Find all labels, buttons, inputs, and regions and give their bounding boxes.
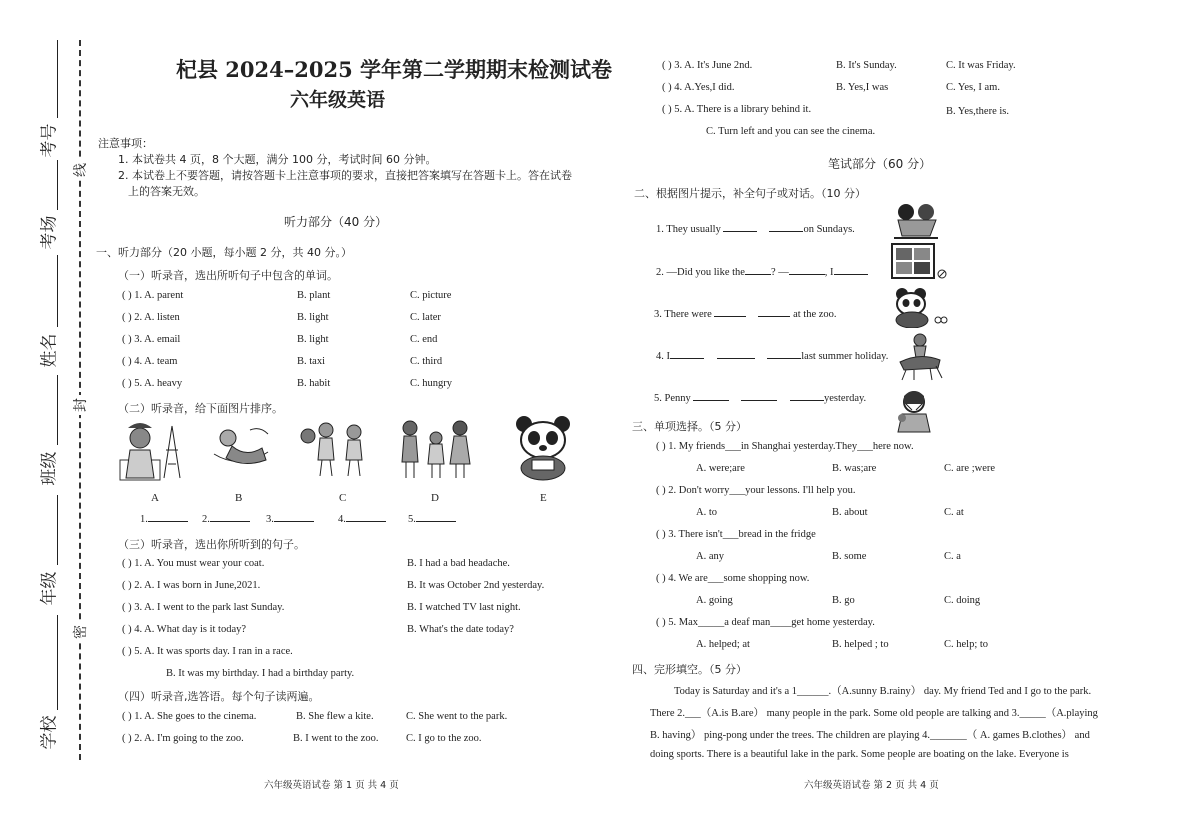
answer-option-a: ( ) 5. A. There is a library behind it. — [662, 104, 812, 115]
fill-sentence-1: 1. They usually on Sundays. — [656, 224, 855, 235]
mc-option-a: A. to — [696, 507, 717, 518]
answer-option-c: C. I go to the zoo. — [406, 733, 482, 744]
picture-letter-c: C — [339, 492, 347, 504]
order-blank-3[interactable]: 3. — [266, 514, 314, 525]
writing-heading: 笔试部分（60 分） — [828, 157, 932, 171]
cloze-line-1: Today is Saturday and it's a 1______.（A.sunny B.rainy） day. My friend Ted and I go to the park. — [674, 686, 1092, 697]
label-school: 学校 — [39, 715, 60, 750]
cloze-line-2: There 2.___（A.is B.are） many people in the park. Some old people are talking and 3._____（A.playing — [650, 708, 1098, 719]
mc-option-c: C. a — [944, 551, 961, 562]
cloze-line-3: B. having） ping-pong under the trees. The children are playing 4._______（ A. games B.clothes） and — [650, 730, 1090, 741]
mc-option-c: C. are ;were — [944, 463, 996, 474]
answer-option-c: C. Yes, I am. — [946, 82, 1000, 93]
label-name: 姓名 — [39, 333, 60, 368]
notice-line-1: 1. 本试卷共 4 页，8 个大题，满分 100 分，考试时间 60 分钟。 — [118, 153, 437, 166]
sentence-option-a: ( ) 2. A. I was born in June,2021. — [122, 580, 261, 591]
notice-line-2b: 上的答案无效。 — [128, 185, 205, 198]
question-option-b: B. plant — [297, 290, 331, 301]
page-footer-right: 六年级英语试卷 第 2 页 共 4 页 — [804, 780, 939, 791]
sentence-option-a: ( ) 4. A. What day is it today? — [122, 624, 247, 635]
picture-letter-e: E — [540, 492, 547, 504]
page-subtitle: 六年级英语 — [290, 89, 386, 111]
question-option-c: C. later — [410, 312, 441, 323]
question-option-a: ( ) 1. A. parent — [122, 290, 184, 301]
exam-room-line — [57, 160, 58, 210]
picture-b-sick-boy-icon — [210, 424, 272, 474]
section-1-title: （一）听录音，选出所听句子中包含的单词。 — [118, 269, 338, 282]
mc-question: ( ) 2. Don't worry___your lessons. I'll help you. — [656, 485, 856, 496]
fill-sentence-5: 5. Penny yesterday. — [654, 393, 867, 404]
sentence-option-b: B. I watched TV last night. — [407, 602, 521, 613]
hint-picture-4-horse-rider-icon — [894, 332, 946, 382]
part-2-title: 二、根据图片提示，补全句子或对话。（10 分） — [634, 187, 866, 200]
answer-option-a: ( ) 2. A. I'm going to the zoo. — [122, 733, 244, 744]
mc-option-c: C. at — [944, 507, 964, 518]
picture-e-panda-icon — [512, 414, 574, 482]
listening-heading: 听力部分（40 分） — [284, 215, 388, 229]
class-line — [57, 375, 58, 445]
binding-margin — [0, 0, 92, 832]
answer-option-b: B. She flew a kite. — [296, 711, 374, 722]
answer-option-b: B. Yes,I was — [836, 82, 889, 93]
name-line — [57, 255, 58, 327]
answer-option-c: C. It was Friday. — [946, 60, 1016, 71]
answer-option-a: ( ) 1. A. She goes to the cinema. — [122, 711, 257, 722]
sentence-option-b: B. It was October 2nd yesterday. — [407, 580, 545, 591]
mc-option-b: B. was;are — [832, 463, 877, 474]
question-option-a: ( ) 5. A. heavy — [122, 378, 183, 389]
seal-char-line: 线 — [70, 160, 90, 180]
question-option-c: C. picture — [410, 290, 452, 301]
seal-char-seal: 封 — [70, 395, 90, 415]
question-option-c: C. end — [410, 334, 438, 345]
mc-option-b: B. go — [832, 595, 855, 606]
question-option-b: B. light — [297, 312, 329, 323]
question-option-b: B. habit — [297, 378, 331, 389]
hint-picture-1-icon — [890, 200, 942, 240]
picture-letter-b: B — [235, 492, 243, 504]
picture-a-tourist-icon — [118, 420, 190, 482]
label-class: 班级 — [39, 451, 60, 486]
mc-option-a: A. any — [696, 551, 724, 562]
notice-line-2: 2. 本试卷上不要答题，请按答题卡上注意事项的要求，直接把答案填写在答题卡上。答在试卷 — [118, 169, 572, 182]
fill-sentence-3: 3. There were at the zoo. — [654, 309, 837, 320]
answer-option-b: B. Yes,there is. — [946, 106, 1010, 117]
mc-question: ( ) 5. Max_____a deaf man____get home yesterday. — [656, 617, 875, 628]
mc-option-a: A. going — [696, 595, 733, 606]
sentence-option-b: B. What's the date today? — [407, 624, 514, 635]
mc-option-b: B. some — [832, 551, 867, 562]
mc-option-a: A. helped; at — [696, 639, 750, 650]
grade-line — [57, 495, 58, 565]
mc-question: ( ) 3. There isn't___bread in the fridge — [656, 529, 816, 540]
answer-option-a: ( ) 3. A. It's June 2nd. — [662, 60, 753, 71]
picture-letter-a: A — [151, 492, 159, 504]
notice-heading: 注意事项： — [98, 137, 153, 150]
page-title: 杞县 2024–2025 学年第二学期期末检测试卷 — [176, 57, 613, 82]
seal-char-secret: 密 — [70, 622, 90, 642]
label-grade: 年级 — [39, 571, 60, 606]
question-option-b: B. taxi — [297, 356, 325, 367]
mc-option-b: B. about — [832, 507, 868, 518]
mc-option-c: C. doing — [944, 595, 981, 606]
question-option-a: ( ) 4. A. team — [122, 356, 178, 367]
part-4-title: 四、完形填空。（5 分） — [632, 663, 747, 676]
order-blank-4[interactable]: 4. — [338, 514, 386, 525]
fill-sentence-4: 4. I last summer holiday. — [656, 351, 889, 362]
answer-option-c: C. Turn left and you can see the cinema. — [706, 126, 876, 137]
question-option-c: C. hungry — [410, 378, 452, 389]
mc-option-a: A. were;are — [696, 463, 745, 474]
mc-option-b: B. helped ; to — [832, 639, 889, 650]
sentence-option-a: ( ) 5. A. It was sports day. I ran in a race. — [122, 646, 293, 657]
section-3-title: （三）听录音，选出你所听到的句子。 — [118, 538, 305, 551]
answer-option-a: ( ) 4. A.Yes,I did. — [662, 82, 735, 93]
label-exam-room: 考场 — [39, 215, 60, 250]
sentence-option-b: B. I had a bad headache. — [407, 558, 510, 569]
sentence-option-a: ( ) 1. A. You must wear your coat. — [122, 558, 265, 569]
school-line — [57, 615, 58, 710]
hint-picture-3-panda-icon — [890, 286, 948, 328]
cloze-line-4: doing sports. There is a beautiful lake in the park. Some people are boating on the lake. Everyone is — [650, 749, 1069, 760]
question-option-b: B. light — [297, 334, 329, 345]
picture-letter-d: D — [431, 492, 439, 504]
order-blank-1[interactable]: 1. — [140, 514, 188, 525]
hint-picture-2-icon — [890, 242, 948, 282]
section-4-title: （四）听录音,选答语。每个句子读两遍。 — [118, 690, 320, 703]
sentence-option-a: ( ) 3. A. I went to the park last Sunday. — [122, 602, 285, 613]
listening-part-title: 一、听力部分（20 小题，每小题 2 分，共 40 分。） — [96, 246, 352, 259]
question-option-a: ( ) 3. A. email — [122, 334, 181, 345]
order-blank-2[interactable]: 2. — [202, 514, 250, 525]
answer-option-b: B. It's Sunday. — [836, 60, 897, 71]
picture-d-family-shopping-icon — [398, 418, 474, 480]
question-option-a: ( ) 2. A. listen — [122, 312, 180, 323]
order-blank-5[interactable]: 5. — [408, 514, 456, 525]
section-2-title: （二）听录音，给下面图片排序。 — [118, 402, 283, 415]
hint-picture-5-crying-girl-icon — [892, 388, 936, 434]
picture-c-kids-basketball-icon — [300, 420, 372, 478]
mc-option-c: C. help; to — [944, 639, 989, 650]
answer-option-c: C. She went to the park. — [406, 711, 508, 722]
part-3-title: 三、单项选择。（5 分） — [632, 420, 747, 433]
mc-question: ( ) 4. We are___some shopping now. — [656, 573, 810, 584]
label-exam-number: 考号 — [39, 123, 60, 158]
sentence-option-b: B. It was my birthday. I had a birthday party. — [166, 668, 355, 679]
mc-question: ( ) 1. My friends___in Shanghai yesterday.They___here now. — [656, 441, 914, 452]
fill-sentence-2: 2. —Did you like the ? — , I — [656, 267, 868, 278]
exam-number-line — [57, 40, 58, 118]
page-footer-left: 六年级英语试卷 第 1 页 共 4 页 — [264, 780, 399, 791]
answer-option-b: B. I went to the zoo. — [293, 733, 379, 744]
question-option-c: C. third — [410, 356, 443, 367]
